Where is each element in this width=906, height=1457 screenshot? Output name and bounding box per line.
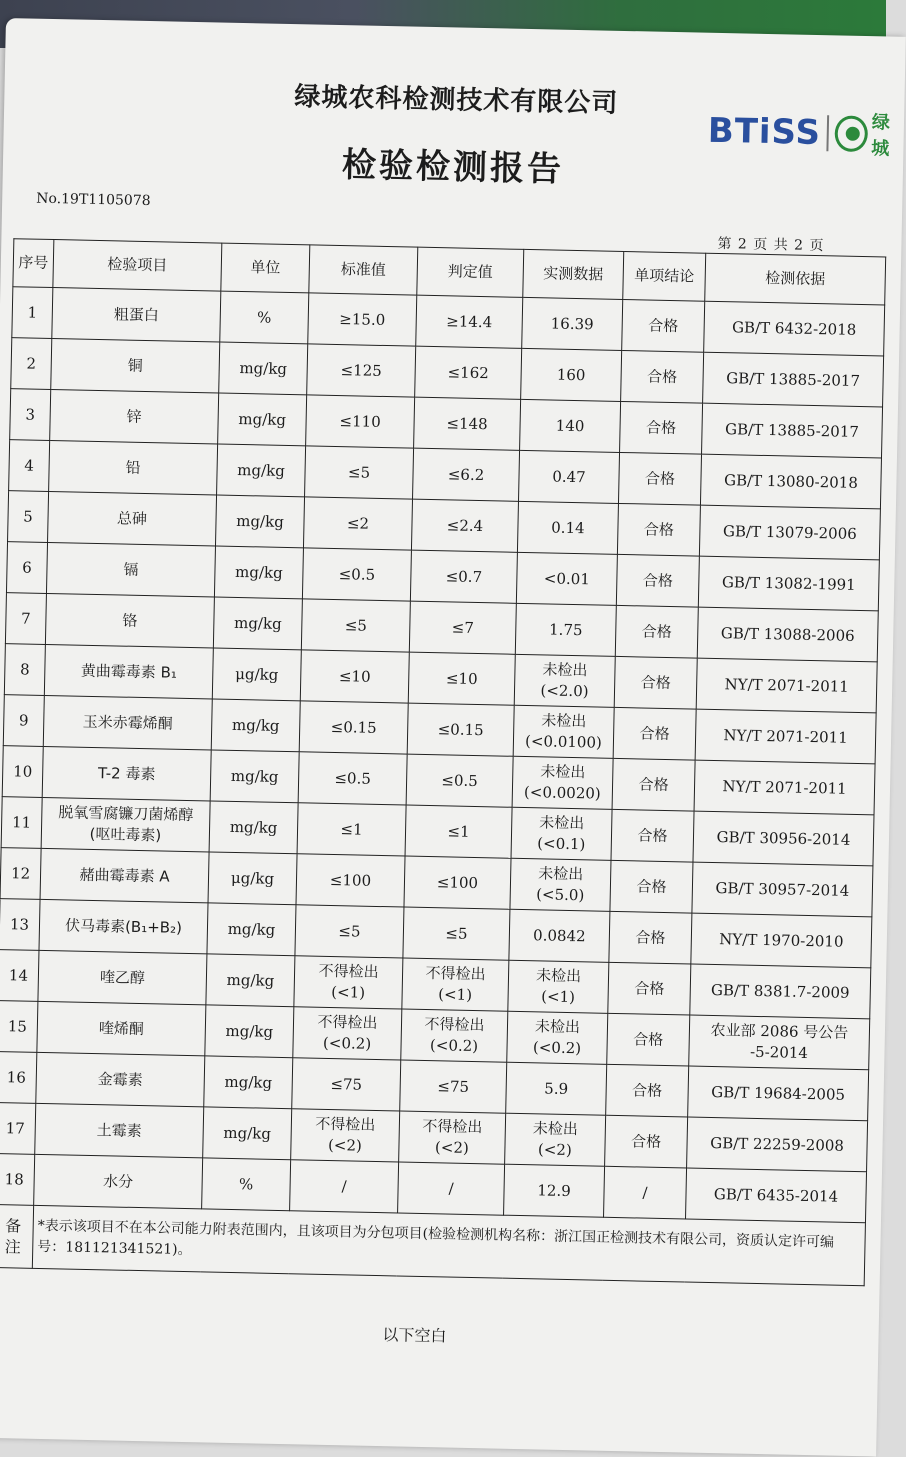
remarks-label: 备 注 bbox=[0, 1205, 34, 1269]
page-indicator: 第 2 页 共 2 页 bbox=[717, 235, 825, 255]
cell-no: 14 bbox=[0, 950, 39, 1002]
cell-result: 合格 bbox=[611, 809, 694, 862]
cell-measured: 未检出 (<2) bbox=[505, 1113, 606, 1166]
cell-item: 黄曲霉毒素 B₁ bbox=[44, 644, 213, 699]
cell-no: 3 bbox=[10, 389, 51, 441]
cell-result: 合格 bbox=[620, 401, 703, 454]
cell-judge: ≤0.7 bbox=[410, 550, 517, 603]
cell-item: 脱氧雪腐镰刀菌烯醇 (呕吐毒素) bbox=[41, 797, 210, 852]
cell-judge: ≤2.4 bbox=[411, 499, 518, 552]
cell-basis: GB/T 19684-2005 bbox=[688, 1066, 869, 1121]
cell-unit: % bbox=[202, 1158, 291, 1211]
cell-basis: NY/T 2071-2011 bbox=[695, 709, 876, 764]
cell-basis: GB/T 13885-2017 bbox=[703, 352, 884, 407]
cell-unit: mg/kg bbox=[210, 750, 299, 803]
end-of-report-note: 以下空白 bbox=[382, 1325, 447, 1346]
cell-basis: NY/T 2071-2011 bbox=[696, 658, 877, 713]
cell-item: 赭曲霉毒素 A bbox=[40, 848, 209, 903]
cell-unit: mg/kg bbox=[211, 699, 300, 752]
cell-item: 总砷 bbox=[48, 491, 217, 546]
cell-measured: 未检出 (<2.0) bbox=[514, 654, 615, 707]
cell-basis: GB/T 13079-2006 bbox=[699, 505, 880, 560]
cell-item: 伏马毒素(B₁+B₂) bbox=[39, 899, 208, 954]
cell-no: 16 bbox=[0, 1052, 37, 1104]
cell-result: 合格 bbox=[608, 962, 691, 1015]
cell-item: T-2 毒素 bbox=[42, 746, 211, 801]
cell-standard: ≤5 bbox=[295, 905, 404, 958]
col-header-result: 单项结论 bbox=[623, 251, 706, 301]
col-header-measured: 实测数据 bbox=[523, 249, 624, 299]
cell-result: 合格 bbox=[613, 707, 696, 760]
cell-item: 锌 bbox=[50, 390, 219, 445]
cell-standard: 不得检出 (<0.2) bbox=[293, 1007, 402, 1060]
cell-item: 铬 bbox=[45, 593, 214, 648]
table-body bbox=[0, 287, 885, 1223]
cell-unit: mg/kg bbox=[215, 495, 304, 548]
cell-basis: GB/T 13885-2017 bbox=[702, 403, 883, 458]
cell-judge: 不得检出 (<0.2) bbox=[401, 1009, 508, 1062]
cell-unit: mg/kg bbox=[203, 1107, 292, 1160]
cell-standard: ≤110 bbox=[306, 395, 415, 448]
cell-no: 1 bbox=[12, 287, 53, 339]
cell-standard: ≤10 bbox=[300, 650, 409, 703]
cell-result: 合格 bbox=[610, 860, 693, 913]
cell-basis: NY/T 1970-2010 bbox=[691, 913, 872, 968]
cell-basis: GB/T 8381.7-2009 bbox=[690, 964, 871, 1019]
cell-measured: 12.9 bbox=[504, 1164, 605, 1217]
cell-judge: ≤6.2 bbox=[413, 448, 520, 501]
cell-unit: mg/kg bbox=[209, 801, 298, 854]
company-name: 绿城农科检测技术有限公司 bbox=[294, 82, 619, 119]
cell-measured: 未检出 (<0.0100) bbox=[513, 705, 614, 758]
cell-measured: 0.14 bbox=[517, 501, 618, 554]
cell-item: 金霉素 bbox=[36, 1052, 205, 1107]
cell-item: 喹乙醇 bbox=[38, 950, 207, 1005]
cell-no: 10 bbox=[2, 746, 43, 798]
cell-judge: ≤0.5 bbox=[406, 754, 513, 807]
cell-result: 合格 bbox=[609, 911, 692, 964]
cell-measured: 0.47 bbox=[518, 450, 619, 503]
cell-judge: ≤5 bbox=[403, 907, 510, 960]
logo-divider bbox=[827, 115, 830, 151]
cell-measured: 1.75 bbox=[515, 603, 616, 656]
cell-standard: ≤0.5 bbox=[302, 548, 411, 601]
logo-btiss-text: BTiSS bbox=[707, 110, 822, 154]
cell-basis: GB/T 30957-2014 bbox=[692, 862, 873, 917]
cell-unit: mg/kg bbox=[213, 597, 302, 650]
cell-measured: 16.39 bbox=[522, 297, 623, 350]
cell-no: 5 bbox=[8, 491, 49, 543]
cell-basis: GB/T 13080-2018 bbox=[700, 454, 881, 509]
cell-result: 合格 bbox=[617, 503, 700, 556]
cell-basis: NY/T 2071-2011 bbox=[694, 760, 875, 815]
cell-judge: ≤148 bbox=[414, 397, 521, 450]
cell-unit: mg/kg bbox=[214, 546, 303, 599]
cell-no: 6 bbox=[6, 542, 47, 594]
cell-standard: ≤5 bbox=[301, 599, 410, 652]
cell-unit: mg/kg bbox=[218, 393, 307, 446]
cell-standard: ≤1 bbox=[297, 803, 406, 856]
report-number: No.19T1105078 bbox=[36, 190, 151, 210]
cell-result: 合格 bbox=[618, 452, 701, 505]
cell-basis: GB/T 22259-2008 bbox=[687, 1117, 868, 1172]
cell-result: 合格 bbox=[612, 758, 695, 811]
cell-item: 粗蛋白 bbox=[52, 288, 221, 343]
cell-basis: GB/T 30956-2014 bbox=[693, 811, 874, 866]
cell-no: 7 bbox=[5, 593, 46, 645]
cell-no: 4 bbox=[9, 440, 50, 492]
cell-judge: ≤10 bbox=[408, 652, 515, 705]
cell-result: 合格 bbox=[622, 299, 705, 352]
cell-unit: % bbox=[220, 291, 309, 344]
report-title: 检验检测报告 bbox=[341, 145, 565, 190]
cell-no: 13 bbox=[0, 899, 40, 951]
cell-judge: ≤7 bbox=[409, 601, 516, 654]
cell-unit: μg/kg bbox=[212, 648, 301, 701]
cell-judge: ≤0.15 bbox=[407, 703, 514, 756]
cell-measured: 140 bbox=[520, 399, 621, 452]
cell-standard: ≤0.15 bbox=[299, 701, 408, 754]
cell-judge: ≤75 bbox=[400, 1060, 507, 1113]
col-header-no: 序号 bbox=[13, 239, 54, 288]
cell-unit: mg/kg bbox=[204, 1056, 293, 1109]
cell-unit: mg/kg bbox=[217, 444, 306, 497]
cell-standard: ≤75 bbox=[292, 1058, 401, 1111]
cell-item: 水分 bbox=[34, 1154, 203, 1209]
cell-unit: μg/kg bbox=[208, 852, 297, 905]
cell-unit: mg/kg bbox=[205, 1005, 294, 1058]
cell-basis: 农业部 2086 号公告 -5-2014 bbox=[689, 1015, 870, 1070]
cell-standard: 不得检出 (<1) bbox=[294, 956, 403, 1009]
cell-standard: 不得检出 (<2) bbox=[291, 1109, 400, 1162]
remarks-text: *表示该项目不在本公司能力附表范围内，且该项目为分包项目(检验检测机构名称：浙江国正检测技术有限公司，资质认定许可编号：181121341521)。 bbox=[32, 1205, 865, 1285]
cell-basis: GB/T 13082-1991 bbox=[698, 556, 879, 611]
cell-no: 8 bbox=[4, 644, 45, 696]
cell-result: 合格 bbox=[614, 656, 697, 709]
cell-unit: mg/kg bbox=[207, 903, 296, 956]
report-sheet bbox=[0, 18, 906, 1457]
company-logo bbox=[707, 109, 904, 160]
results-table bbox=[0, 238, 886, 1286]
cell-standard: ≤2 bbox=[303, 497, 412, 550]
cell-measured: 160 bbox=[521, 348, 622, 401]
cell-standard: ≥15.0 bbox=[308, 293, 417, 346]
cell-basis: GB/T 6432-2018 bbox=[704, 301, 885, 356]
cell-no: 9 bbox=[3, 695, 44, 747]
cell-item: 喹烯酮 bbox=[37, 1001, 206, 1056]
cell-item: 铜 bbox=[51, 339, 220, 394]
cell-judge: 不得检出 (<2) bbox=[399, 1111, 506, 1164]
cell-measured: 0.0842 bbox=[509, 909, 610, 962]
cell-no: 2 bbox=[11, 338, 52, 390]
cell-standard: ≤125 bbox=[307, 344, 416, 397]
cell-basis: GB/T 6435-2014 bbox=[685, 1168, 866, 1223]
leaf-logo-icon bbox=[834, 115, 868, 152]
col-header-unit: 单位 bbox=[221, 243, 310, 293]
cell-judge: ≥14.4 bbox=[416, 295, 523, 348]
logo-sub-text: 绿城 bbox=[871, 112, 891, 160]
cell-judge: ≤100 bbox=[404, 856, 511, 909]
col-header-item: 检验项目 bbox=[53, 240, 222, 292]
cell-judge: ≤1 bbox=[405, 805, 512, 858]
cell-measured: 5.9 bbox=[506, 1062, 607, 1115]
cell-result: / bbox=[604, 1166, 687, 1219]
cell-result: 合格 bbox=[615, 605, 698, 658]
cell-no: 18 bbox=[0, 1154, 35, 1206]
cell-measured: 未检出 (<0.0020) bbox=[512, 756, 613, 809]
col-header-judge: 判定值 bbox=[417, 247, 524, 297]
cell-no: 17 bbox=[0, 1103, 36, 1155]
cell-basis: GB/T 13088-2006 bbox=[697, 607, 878, 662]
cell-item: 镉 bbox=[46, 542, 215, 597]
cell-measured: 未检出 (<5.0) bbox=[510, 858, 611, 911]
col-header-standard: 标准值 bbox=[309, 245, 418, 295]
cell-judge: ≤162 bbox=[415, 346, 522, 399]
cell-item: 土霉素 bbox=[35, 1103, 204, 1158]
cell-judge: 不得检出 (<1) bbox=[402, 958, 509, 1011]
cell-measured: 未检出 (<0.1) bbox=[511, 807, 612, 860]
cell-no: 12 bbox=[0, 848, 41, 900]
cell-result: 合格 bbox=[621, 350, 704, 403]
cell-judge: / bbox=[398, 1162, 505, 1215]
cell-standard: ≤0.5 bbox=[298, 752, 407, 805]
cell-item: 玉米赤霉烯酮 bbox=[43, 695, 212, 750]
cell-unit: mg/kg bbox=[206, 954, 295, 1007]
col-header-basis: 检测依据 bbox=[705, 253, 886, 305]
cell-no: 11 bbox=[1, 797, 42, 849]
cell-result: 合格 bbox=[606, 1064, 689, 1117]
cell-standard: / bbox=[290, 1160, 399, 1213]
cell-no: 15 bbox=[0, 1001, 38, 1053]
cell-standard: ≤5 bbox=[305, 446, 414, 499]
cell-result: 合格 bbox=[607, 1013, 690, 1066]
cell-measured: 未检出 (<0.2) bbox=[507, 1011, 608, 1064]
cell-result: 合格 bbox=[616, 554, 699, 607]
cell-unit: mg/kg bbox=[219, 342, 308, 395]
cell-result: 合格 bbox=[605, 1115, 688, 1168]
cell-measured: <0.01 bbox=[516, 552, 617, 605]
cell-measured: 未检出 (<1) bbox=[508, 960, 609, 1013]
cell-standard: ≤100 bbox=[296, 854, 405, 907]
cell-item: 铅 bbox=[49, 441, 218, 496]
